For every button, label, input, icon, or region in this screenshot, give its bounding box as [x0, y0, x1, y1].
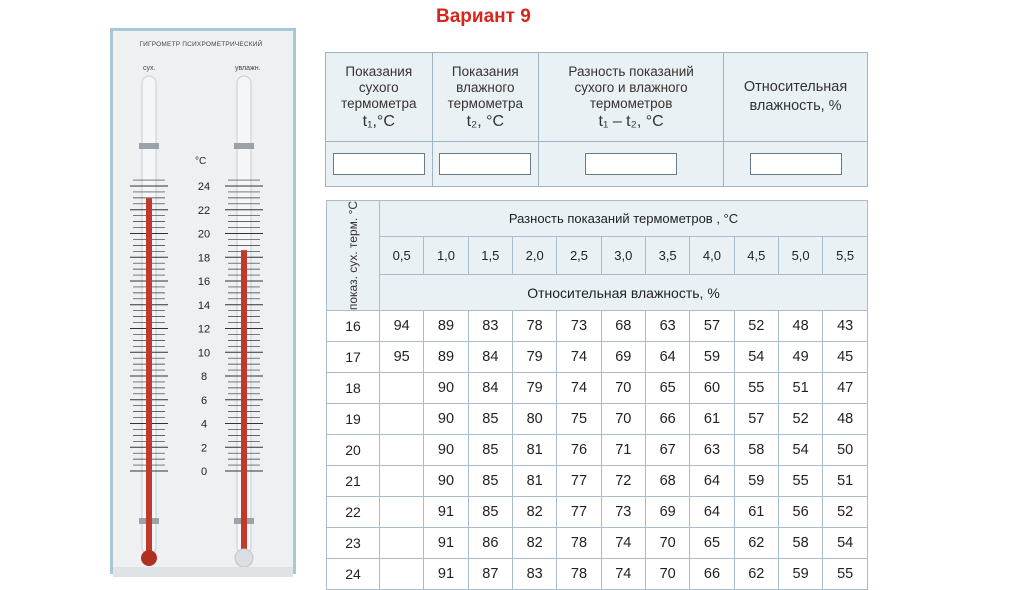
humidity-cell: 90 [424, 435, 468, 466]
humidity-cell: 62 [734, 559, 778, 590]
psychrometric-table [326, 200, 868, 590]
diff-value-cell: 1,5 [468, 237, 512, 275]
humidity-cell [380, 559, 424, 590]
table-row [327, 559, 868, 590]
scale-number-label: 20 [197, 228, 211, 241]
dry-temp-cell: 16 [327, 311, 380, 342]
diff-value-cell: 3,5 [645, 237, 689, 275]
humidity-cell: 70 [645, 528, 689, 559]
table-row [327, 435, 868, 466]
wet-mercury-column [241, 250, 247, 554]
dry-temp-cell: 19 [327, 404, 380, 435]
dry-temp-cell: 22 [327, 497, 380, 528]
header-humidity: Относительная влажность, % [724, 53, 868, 142]
humidity-cell: 64 [645, 342, 689, 373]
dry-temp-cell: 24 [327, 559, 380, 590]
humidity-cell: 65 [690, 528, 734, 559]
dry-mercury-column [146, 198, 152, 554]
humidity-cell: 43 [823, 311, 868, 342]
humidity-cell: 83 [468, 311, 512, 342]
humidity-cell: 59 [778, 559, 822, 590]
table-row [327, 404, 868, 435]
diff-value-cell: 2,0 [512, 237, 556, 275]
scale-number-label: 18 [197, 252, 211, 265]
scale-unit-label: °C [195, 156, 207, 167]
scale-number-label: 10 [197, 347, 211, 360]
scale-number-label: 12 [197, 323, 211, 336]
humidity-cell: 85 [468, 466, 512, 497]
diff-values-row [327, 237, 868, 275]
humidity-cell: 67 [645, 435, 689, 466]
humidity-cell: 61 [690, 404, 734, 435]
humidity-cell: 52 [734, 311, 778, 342]
humidity-cell: 54 [778, 435, 822, 466]
humidity-cell: 83 [512, 559, 556, 590]
humidity-cell: 84 [468, 342, 512, 373]
thermometer-scale [113, 31, 293, 577]
humidity-cell: 94 [380, 311, 424, 342]
humidity-cell: 59 [734, 466, 778, 497]
scale-number-label: 24 [197, 181, 211, 193]
humidity-cell: 65 [645, 373, 689, 404]
humidity-cell: 54 [734, 342, 778, 373]
answer-table [325, 52, 868, 187]
humidity-cell: 56 [778, 497, 822, 528]
humidity-cell: 48 [823, 404, 868, 435]
humidity-cell [380, 466, 424, 497]
table-row [327, 373, 868, 404]
humidity-cell: 74 [601, 559, 645, 590]
diff-value-cell: 5,5 [823, 237, 868, 275]
humidity-cell: 77 [557, 497, 601, 528]
wet-thermometer-label: увлажн. [235, 65, 261, 72]
humidity-cell: 50 [823, 435, 868, 466]
humidity-input[interactable] [750, 153, 842, 175]
humidity-cell: 49 [778, 342, 822, 373]
dry-bulb [141, 550, 157, 566]
humidity-cell: 51 [823, 466, 868, 497]
hygrometer-base [113, 567, 293, 577]
humidity-cell: 78 [512, 311, 556, 342]
humidity-cell: 61 [734, 497, 778, 528]
humidity-cell: 74 [557, 373, 601, 404]
dry-tube-clamp [139, 143, 159, 149]
humidity-cell [380, 435, 424, 466]
humidity-cell: 80 [512, 404, 556, 435]
humidity-cell: 85 [468, 497, 512, 528]
humidity-cell: 87 [468, 559, 512, 590]
corner-label-cell [327, 201, 380, 311]
table-row [327, 528, 868, 559]
humidity-cell: 70 [645, 559, 689, 590]
dry-temp-cell: 20 [327, 435, 380, 466]
humidity-cell: 72 [601, 466, 645, 497]
scale-number-label: 14 [197, 299, 211, 312]
header-diff: Разность показаний сухого и влажного термометров t₁ – t₂, °C [539, 53, 724, 142]
humidity-cell: 64 [690, 497, 734, 528]
diff-header: Разность показаний термометров , °С [380, 201, 868, 237]
header-dry: Показания сухого термометра t₁,°C [326, 53, 433, 142]
humidity-cell: 89 [424, 311, 468, 342]
humidity-cell: 57 [690, 311, 734, 342]
humidity-cell: 58 [734, 435, 778, 466]
humidity-cell: 66 [645, 404, 689, 435]
humidity-cell: 68 [645, 466, 689, 497]
humidity-cell: 52 [823, 497, 868, 528]
diff-value-cell: 1,0 [424, 237, 468, 275]
humidity-cell: 76 [557, 435, 601, 466]
humidity-cell: 81 [512, 435, 556, 466]
psychrometric-hygrometer [110, 28, 296, 574]
diff-value-cell: 4,0 [690, 237, 734, 275]
dry-temp-cell: 23 [327, 528, 380, 559]
humidity-cell: 70 [601, 404, 645, 435]
humidity-cell: 68 [601, 311, 645, 342]
humidity-cell: 81 [512, 466, 556, 497]
humidity-cell: 95 [380, 342, 424, 373]
psy-table-body [327, 311, 868, 590]
humidity-cell: 86 [468, 528, 512, 559]
header-wet: Показания влажного термометра t₂, °C [432, 53, 539, 142]
humidity-cell: 51 [778, 373, 822, 404]
humidity-cell: 91 [424, 528, 468, 559]
humidity-cell: 91 [424, 497, 468, 528]
wet-bulb-wick [235, 549, 253, 567]
humidity-cell: 73 [557, 311, 601, 342]
humidity-cell: 73 [601, 497, 645, 528]
humidity-cell: 58 [778, 528, 822, 559]
humidity-cell: 59 [690, 342, 734, 373]
humidity-cell [380, 528, 424, 559]
humidity-cell: 78 [557, 528, 601, 559]
diff-value-cell: 4,5 [734, 237, 778, 275]
scale-number-label: 8 [200, 371, 208, 383]
humidity-cell: 48 [778, 311, 822, 342]
humidity-cell [380, 373, 424, 404]
humidity-cell: 82 [512, 497, 556, 528]
diff-value-cell: 5,0 [778, 237, 822, 275]
humidity-cell: 54 [823, 528, 868, 559]
humidity-cell: 66 [690, 559, 734, 590]
diff-input[interactable] [585, 153, 677, 175]
humidity-cell: 90 [424, 373, 468, 404]
humidity-cell [380, 404, 424, 435]
table-row [327, 466, 868, 497]
dry-temp-cell: 17 [327, 342, 380, 373]
humidity-cell: 90 [424, 466, 468, 497]
humidity-cell: 55 [778, 466, 822, 497]
humidity-cell: 70 [601, 373, 645, 404]
humidity-cell: 78 [557, 559, 601, 590]
humidity-cell: 85 [468, 435, 512, 466]
scale-number-label: 16 [197, 276, 211, 288]
scale-number-label: 22 [197, 204, 211, 217]
humidity-cell: 71 [601, 435, 645, 466]
scale-number-label: 2 [200, 442, 208, 455]
humidity-cell: 90 [424, 404, 468, 435]
humidity-cell: 79 [512, 342, 556, 373]
humidity-cell: 55 [823, 559, 868, 590]
table-row [327, 497, 868, 528]
humidity-cell: 89 [424, 342, 468, 373]
humidity-cell: 52 [778, 404, 822, 435]
humidity-cell: 47 [823, 373, 868, 404]
humidity-cell: 82 [512, 528, 556, 559]
humidity-cell: 69 [601, 342, 645, 373]
humidity-cell: 79 [512, 373, 556, 404]
humidity-cell: 45 [823, 342, 868, 373]
humidity-cell: 55 [734, 373, 778, 404]
humidity-cell: 85 [468, 404, 512, 435]
humidity-cell: 63 [690, 435, 734, 466]
humidity-cell: 69 [645, 497, 689, 528]
scale-number-label: 4 [200, 418, 208, 431]
humidity-cell: 57 [734, 404, 778, 435]
humidity-cell: 64 [690, 466, 734, 497]
wet-temp-input[interactable] [439, 153, 531, 175]
diff-value-cell: 3,0 [601, 237, 645, 275]
wet-tube-clamp [234, 143, 254, 149]
page-title: Вариант 9 [436, 6, 531, 27]
dry-temp-input[interactable] [333, 153, 425, 175]
humidity-cell: 77 [557, 466, 601, 497]
humidity-cell: 74 [601, 528, 645, 559]
table-row [327, 342, 868, 373]
hygrometer-label: ГИГРОМЕТР ПСИХРОМЕТРИЧЕСКИЙ [139, 41, 263, 48]
scale-number-label: 6 [200, 394, 208, 407]
dry-temp-cell: 21 [327, 466, 380, 497]
humidity-cell: 62 [734, 528, 778, 559]
table-row [327, 311, 868, 342]
diff-value-cell: 2,5 [557, 237, 601, 275]
humidity-cell: 74 [557, 342, 601, 373]
humidity-cell: 84 [468, 373, 512, 404]
humidity-cell [380, 497, 424, 528]
scale-number-label: 0 [200, 466, 208, 478]
dry-thermometer-label: сух. [143, 65, 156, 72]
humidity-cell: 75 [557, 404, 601, 435]
dry-temp-cell: 18 [327, 373, 380, 404]
humidity-cell: 63 [645, 311, 689, 342]
humidity-cell: 60 [690, 373, 734, 404]
diff-value-cell: 0,5 [380, 237, 424, 275]
humidity-header: Относительная влажность, % [380, 274, 868, 310]
corner-label: показ. сух. терм. °С [345, 201, 360, 311]
humidity-cell: 91 [424, 559, 468, 590]
